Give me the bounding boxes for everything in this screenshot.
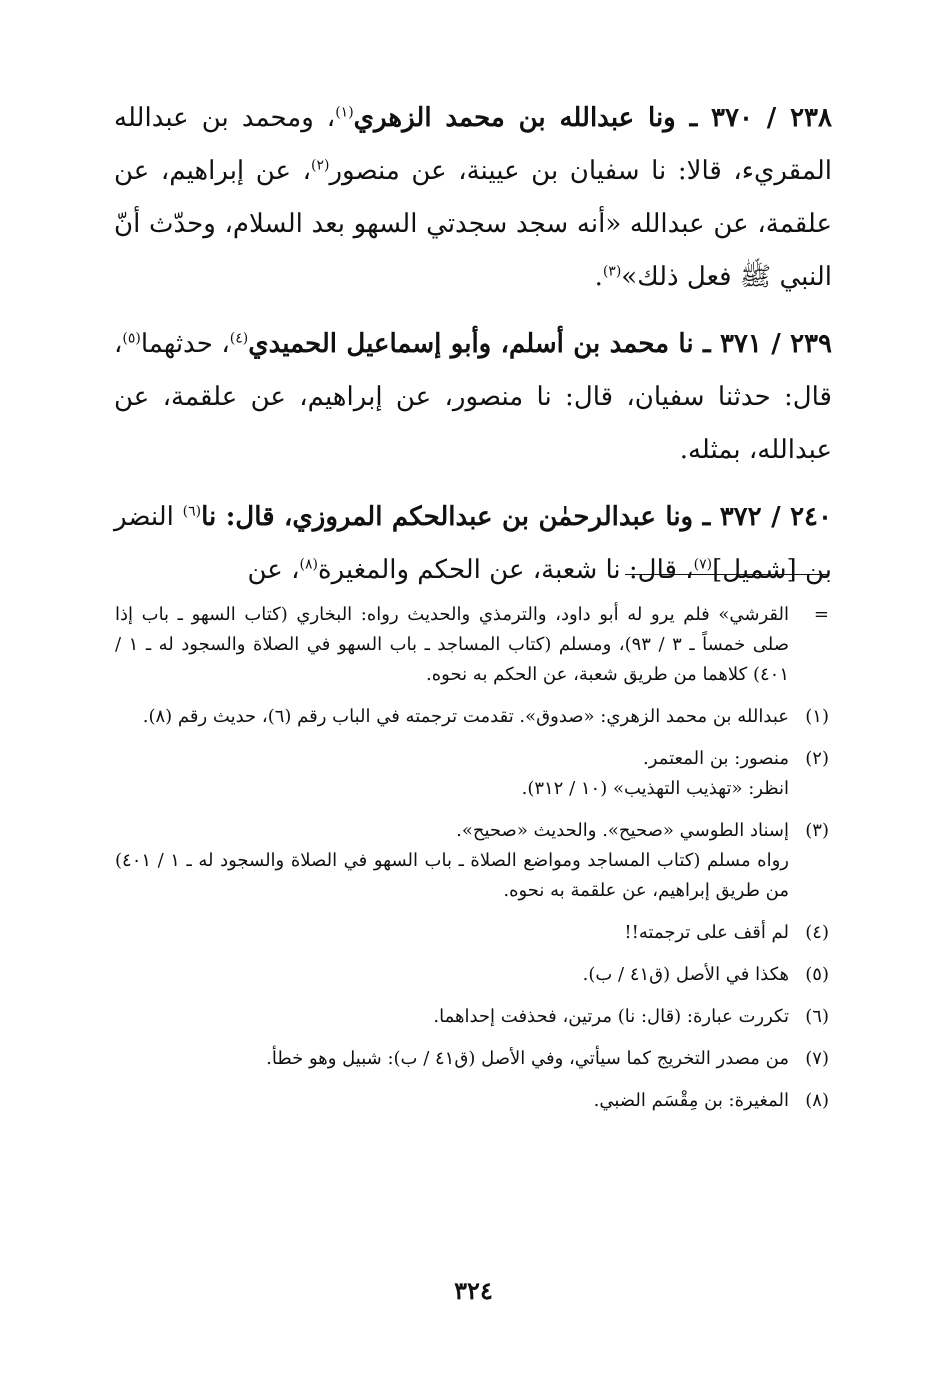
hadith-paragraph-238	[114, 92, 832, 304]
footnote-ref[interactable]: (٢)	[311, 157, 330, 174]
page-number: ٣٢٤	[454, 1276, 493, 1305]
paragraph-text: ٢٣٩ / ٣٧١ ـ نا محمد بن أسلم، وأبو إسماعيل الحميدي	[248, 329, 832, 359]
paragraph-text: ، حدثهما	[140, 329, 230, 359]
footnote-ref[interactable]: (٤)	[229, 330, 249, 347]
footnote-2	[115, 744, 829, 804]
footnote-number: (٨)	[805, 1090, 829, 1111]
footnote-body	[115, 744, 789, 804]
paragraph-text: ، عن إبراهيم، عن علقمة، عن عبدالله «أنه سجد سجدتي السهو بعد السلام، وحدّث أنّ النبي ﷺ فعل ذلك»	[114, 156, 832, 292]
footnote-4	[115, 918, 829, 948]
footnote-8	[115, 1086, 829, 1116]
footnote-text: تكررت عبارة: (قال: نا) مرتين، فحذفت إحداهما.	[433, 1006, 789, 1027]
footnote-6	[115, 1002, 829, 1032]
footnote-text: المغيرة: بن مِقْسَم الضبي.	[593, 1090, 789, 1111]
footnote-number: (٤)	[805, 922, 829, 943]
footnotes	[115, 600, 829, 1128]
paragraph-text: ٢٤٠ / ٣٧٢ ـ ونا عبدالرحمٰن بن عبدالحكم المروزي، قال: نا	[201, 502, 832, 532]
paragraph-text: ، قال: نا شعبة، عن الحكم والمغيرة	[317, 555, 694, 585]
footnote-ref[interactable]: (٥)	[122, 330, 141, 347]
hadith-paragraph-239	[114, 318, 832, 477]
paragraph-text: النضر بن [شميل]	[114, 502, 832, 585]
footnote-ref[interactable]: (١)	[335, 104, 354, 121]
main-text	[114, 92, 832, 611]
footnote-text: هكذا في الأصل (ق٤١ / ب).	[582, 964, 789, 985]
footnote-5	[115, 960, 829, 990]
footnote-ref[interactable]: (٣)	[602, 263, 622, 280]
paragraph-text: ، ومحمد بن عبدالله المقريء، قالا: نا سفيان بن عيينة، عن منصور	[114, 103, 833, 186]
footnote-continuation	[115, 600, 829, 690]
footnote-text: لم أقف على ترجمته!!	[624, 922, 789, 943]
footnote-number: (٥)	[805, 964, 829, 985]
footnote-ref[interactable]: (٧)	[693, 556, 713, 573]
footnote-ref[interactable]: (٦)	[182, 503, 202, 520]
footnote-1	[115, 702, 829, 732]
footnote-number: (٢)	[805, 748, 829, 769]
hadith-paragraph-240	[114, 491, 832, 597]
paragraph-text: ، قال: حدثنا سفيان، قال: نا منصور، عن إبراهيم، عن علقمة، عن عبدالله، بمثله.	[114, 329, 832, 465]
footnote-text: منصور: بن المعتمر.	[643, 748, 789, 769]
footnote-text: عبدالله بن محمد الزهري: «صدوق». تقدمت ترجمته في الباب رقم (٦)، حديث رقم (٨).	[142, 706, 789, 727]
footnote-text: إسناد الطوسي «صحيح». والحديث «صحيح».	[456, 820, 789, 841]
footnote-ref[interactable]: (٨)	[299, 556, 318, 573]
footnote-text: القرشي» فلم يرو له أبو داود، والترمذي والحديث رواه: البخاري (كتاب السهو ـ باب إذا صلى خمساً ـ ٣ / ٩٣)، ومسلم (كتاب المساجد ـ باب السهو في الصلاة والسجود له ـ ١ / ٤٠١) كلاهما من طريق شعبة، عن الحكم به نحوه.	[115, 604, 789, 685]
footnote-separator	[625, 574, 829, 575]
footnote-number: (٣)	[805, 820, 829, 841]
footnote-body	[115, 816, 789, 906]
footnote-extra: انظر: «تهذيب التهذيب» (١٠ / ٣١٢).	[521, 778, 789, 799]
footnote-3	[115, 816, 829, 906]
footnote-number: (٧)	[805, 1048, 829, 1069]
continuation-marker: =	[813, 604, 829, 625]
footnote-number: (٦)	[805, 1006, 829, 1027]
footnote-extra: رواه مسلم (كتاب المساجد ومواضع الصلاة ـ باب السهو في الصلاة والسجود له ـ ١ / ٤٠١) من طريق إبراهيم، عن علقمة به نحوه.	[115, 850, 789, 901]
footnote-number: (١)	[805, 706, 829, 727]
paragraph-text: ٢٣٨ / ٣٧٠ ـ ونا عبدالله بن محمد الزهري	[353, 103, 832, 133]
paragraph-text: .	[594, 262, 603, 292]
paragraph-text: ، عن	[247, 555, 300, 585]
footnote-text: من مصدر التخريج كما سيأتي، وفي الأصل (ق٤١ / ب): شبيل وهو خطأ.	[266, 1048, 789, 1069]
footnote-7	[115, 1044, 829, 1074]
